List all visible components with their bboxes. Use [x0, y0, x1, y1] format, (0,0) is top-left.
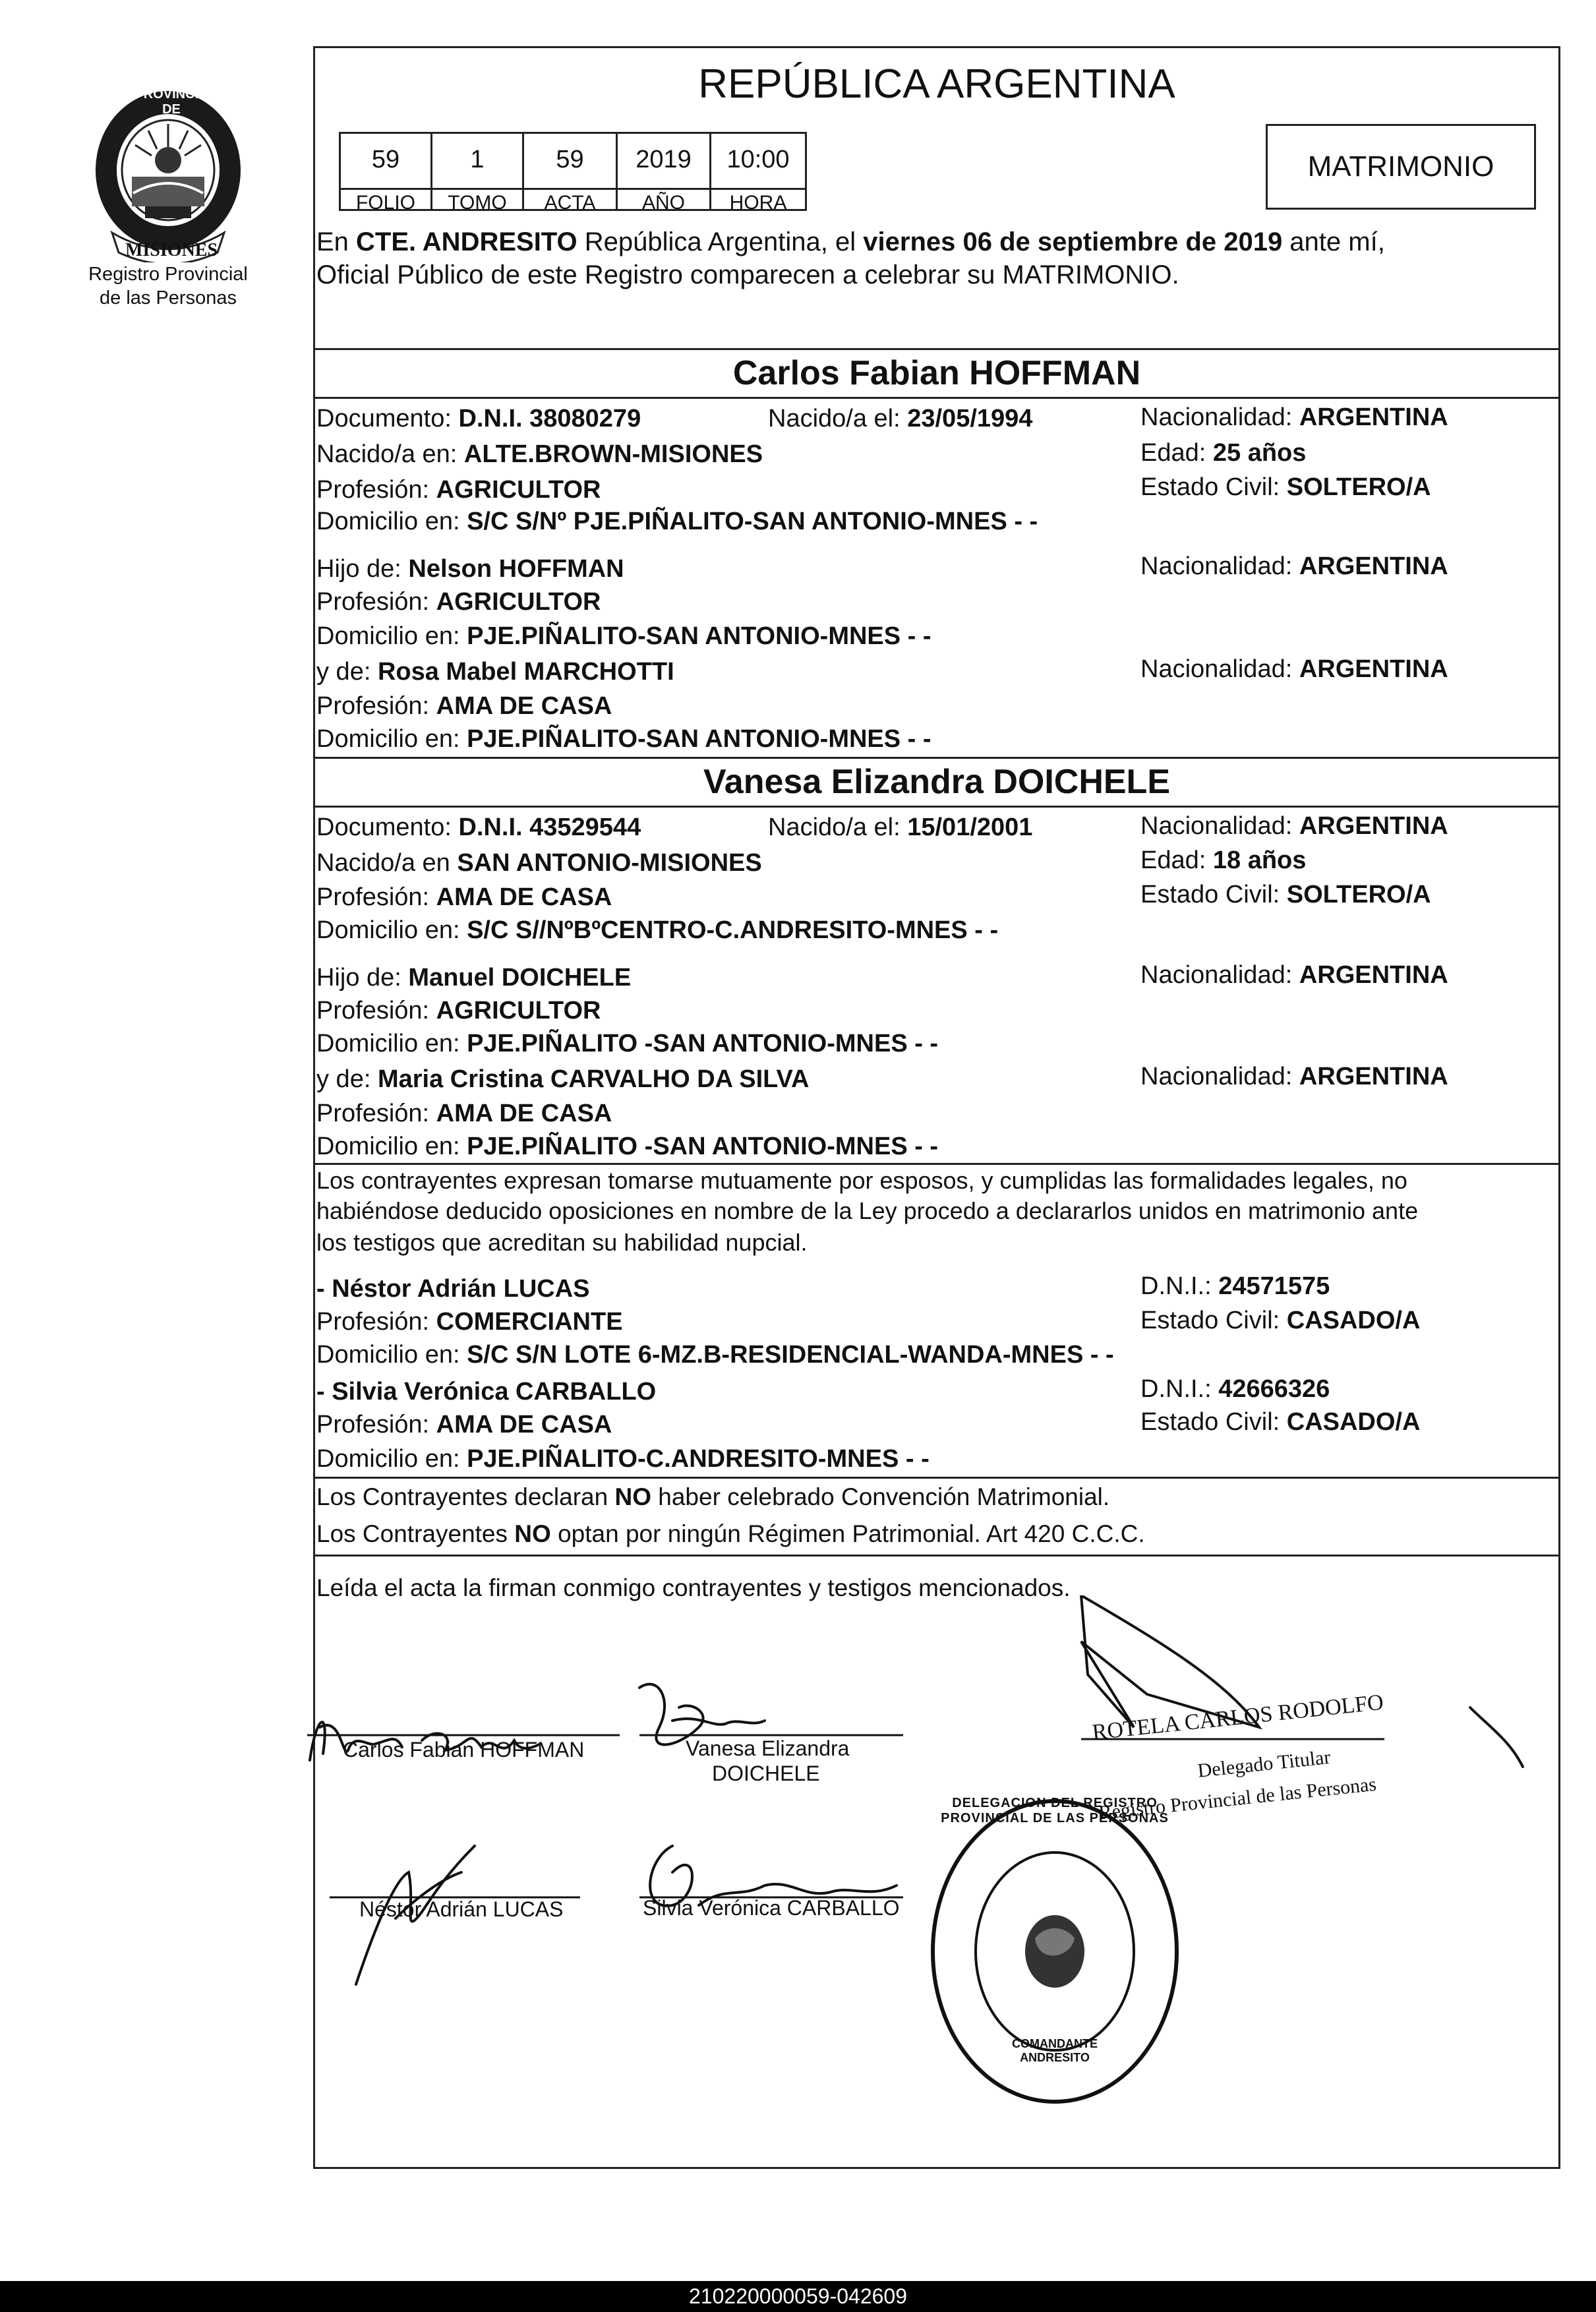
spouse1-birthdate	[768, 402, 1032, 435]
tomo-label: TOMO	[432, 188, 522, 216]
value: 25 años	[1212, 439, 1307, 467]
label: Estado Civil:	[1140, 1408, 1287, 1436]
witness1-profession	[316, 1305, 623, 1338]
spouse1-father-address	[316, 620, 931, 653]
value: PJE.PIÑALITO-SAN ANTONIO-MNES - -	[467, 725, 931, 753]
registry-line-2: de las Personas	[100, 287, 237, 309]
spouse1-civil-status	[1140, 471, 1431, 504]
label: Profesión:	[316, 588, 436, 616]
text: Los Contrayentes declaran	[316, 1483, 615, 1510]
stamp-outer-text: DELEGACION DEL REGISTRO PROVINCIAL DE LAS PERSONAS	[941, 1796, 1169, 1825]
label: Estado Civil:	[1140, 1307, 1287, 1334]
value: PJE.PIÑALITO-C.ANDRESITO-MNES - -	[467, 1445, 930, 1473]
spouse2-father-address	[316, 1027, 938, 1060]
label: Documento:	[316, 814, 459, 841]
witness1-signature-label: Néstor Adrián LUCAS	[359, 1897, 564, 1921]
registry-line-1: Registro Provincial	[88, 264, 248, 285]
label: Nacionalidad:	[1140, 1063, 1299, 1090]
intro-text-b: República Argentina, el	[577, 227, 864, 256]
value: Rosa Mabel MARCHOTTI	[377, 658, 674, 686]
spouse2-document	[316, 811, 641, 844]
value: D.N.I. 38080279	[458, 405, 641, 432]
official-name: ROTELA CARLOS RODOLFO	[1091, 1690, 1385, 1745]
label: Domicilio en:	[316, 1030, 467, 1057]
witness2-profession	[316, 1408, 612, 1441]
intro-place: CTE. ANDRESITO	[356, 227, 577, 256]
text: Los Contrayentes	[316, 1520, 515, 1547]
label: Profesión:	[316, 997, 436, 1024]
tomo-cell	[430, 132, 524, 214]
convention-line-2	[316, 1518, 1145, 1551]
spouse1-age	[1140, 436, 1306, 469]
hora-cell	[709, 132, 807, 214]
closing-text: Leída el acta la firman conmigo contrayentes y testigos mencionados.	[316, 1574, 1071, 1601]
label: Estado Civil:	[1140, 473, 1287, 501]
seal-bottom-text: MISIONES	[125, 240, 218, 260]
value: Maria Cristina CARVALHO DA SILVA	[377, 1065, 810, 1093]
label: Domicilio en:	[316, 1341, 467, 1369]
value: 23/05/1994	[907, 405, 1033, 432]
label: Hijo de:	[316, 964, 409, 992]
label: Nacido/a en:	[316, 440, 464, 468]
value: AGRICULTOR	[436, 476, 601, 504]
spouse2-civil-status	[1140, 878, 1431, 911]
country-title: REPÚBLICA ARGENTINA	[698, 61, 1175, 107]
label: D.N.I.:	[1140, 1375, 1219, 1403]
witness2-name: - Silvia Verónica CARBALLO	[316, 1378, 657, 1406]
divider-3	[313, 757, 1560, 759]
registry-name	[59, 262, 277, 310]
tomo-value: 1	[470, 146, 485, 173]
spouse2-nationality	[1140, 810, 1448, 843]
value: ARGENTINA	[1299, 655, 1448, 683]
value: ARGENTINA	[1299, 403, 1448, 431]
value: 42666326	[1218, 1375, 1330, 1403]
label: Hijo de:	[316, 555, 409, 583]
divider-2	[313, 397, 1560, 399]
witness2-address	[316, 1442, 930, 1475]
value: S/C S/N LOTE 6-MZ.B-RESIDENCIAL-WANDA-MNES - -	[467, 1341, 1114, 1369]
label: Profesión:	[316, 1411, 436, 1438]
spouse2-profession	[316, 881, 612, 914]
spouse1-mother-address	[316, 723, 931, 756]
hora-value: 10:00	[726, 146, 790, 173]
spouse1-mother-profession	[316, 690, 612, 723]
value: 15/01/2001	[907, 814, 1033, 841]
spouse1-profession	[316, 473, 601, 506]
value: CASADO/A	[1286, 1307, 1421, 1334]
spouse2-birthdate	[768, 811, 1032, 844]
value: AMA DE CASA	[436, 883, 612, 911]
spouse2-mother-profession	[316, 1097, 612, 1130]
anio-label: AÑO	[618, 188, 709, 216]
value: CASADO/A	[1286, 1408, 1421, 1436]
spouse2-father-profession	[316, 994, 601, 1027]
declaration-line-3: los testigos que acreditan su habilidad nupcial.	[316, 1229, 808, 1256]
value: S/C S//NºBºCENTRO-C.ANDRESITO-MNES - -	[467, 916, 999, 944]
value: AMA DE CASA	[436, 692, 612, 720]
label: Domicilio en:	[316, 508, 467, 535]
label: Edad:	[1140, 846, 1213, 874]
stamp-inner-text: COMANDANTE ANDRESITO	[1012, 2037, 1098, 2064]
spouse2-age	[1140, 844, 1306, 877]
acta-label: ACTA	[524, 188, 616, 216]
label: Documento:	[316, 405, 459, 432]
official-org: Registro Provincial de las Personas	[1098, 1773, 1378, 1824]
label: Domicilio en:	[316, 916, 467, 944]
label: y de:	[316, 658, 378, 686]
spouse2-mother	[316, 1063, 810, 1096]
witness2-dni	[1140, 1373, 1330, 1406]
folio-value: 59	[371, 146, 400, 173]
value: ARGENTINA	[1299, 961, 1448, 989]
value: AMA DE CASA	[436, 1411, 612, 1438]
register-fields	[339, 132, 807, 214]
folio-cell	[339, 132, 432, 214]
label: Domicilio en:	[316, 622, 467, 650]
spouse2-name: Vanesa Elizandra DOICHELE	[703, 763, 1171, 801]
value: ARGENTINA	[1299, 1063, 1448, 1090]
witness1-address	[316, 1338, 1114, 1371]
declaration-line-2: habiéndose deducido oposiciones en nombre de la Ley procedo a declararlos unidos en matrimonio ante	[316, 1197, 1419, 1224]
value: AGRICULTOR	[436, 588, 601, 616]
label: Profesión:	[316, 1308, 436, 1336]
spouse2-signature-label-2: DOICHELE	[712, 1762, 820, 1785]
intro-text-c: ante mí,	[1282, 227, 1385, 256]
intro-date: viernes 06 de septiembre de 2019	[863, 227, 1283, 256]
value: S/C S/Nº PJE.PIÑALITO-SAN ANTONIO-MNES - -	[467, 508, 1038, 535]
spouse2-address	[316, 914, 998, 947]
hora-label: HORA	[711, 188, 805, 216]
intro-line-1	[316, 225, 1385, 258]
divider-7	[313, 1555, 1560, 1556]
folio-label: FOLIO	[341, 188, 430, 216]
spouse1-signature-label: Carlos Fabian HOFFMAN	[343, 1738, 585, 1762]
label: Nacionalidad:	[1140, 655, 1299, 683]
label: Nacionalidad:	[1140, 812, 1299, 840]
witness1-civil-status	[1140, 1304, 1420, 1337]
registry-round-stamp	[923, 1793, 1187, 2110]
value: ARGENTINA	[1299, 552, 1448, 580]
label: Profesión:	[316, 692, 436, 720]
witness2-signature-label: Silvia Verónica CARBALLO	[643, 1896, 900, 1920]
spouse1-document	[316, 402, 641, 435]
label: D.N.I.:	[1140, 1272, 1219, 1300]
acta-value: 59	[556, 146, 584, 173]
spouse1-father-profession	[316, 585, 601, 618]
value: ARGENTINA	[1299, 812, 1448, 840]
value: PJE.PIÑALITO -SAN ANTONIO-MNES - -	[467, 1133, 939, 1160]
footer-code: 210220000059-042609	[689, 2284, 907, 2308]
acta-cell	[522, 132, 618, 214]
label: Profesión:	[316, 883, 436, 911]
official-title: Delegado Titular	[1197, 1746, 1332, 1782]
value: D.N.I. 43529544	[458, 814, 641, 841]
divider-4	[313, 806, 1560, 808]
act-type-label: MATRIMONIO	[1307, 150, 1494, 183]
divider-6	[313, 1477, 1560, 1479]
spouse2-birthplace	[316, 846, 762, 879]
emphasis: NO	[514, 1520, 551, 1547]
anio-value: 2019	[635, 146, 692, 173]
value: SOLTERO/A	[1286, 473, 1431, 501]
value: PJE.PIÑALITO-SAN ANTONIO-MNES - -	[467, 622, 931, 650]
witness1-dni	[1140, 1270, 1330, 1303]
province-seal	[86, 84, 251, 262]
label: Domicilio en:	[316, 725, 467, 753]
spouse1-name: Carlos Fabian HOFFMAN	[732, 354, 1141, 392]
act-type-box	[1266, 124, 1536, 210]
spouse1-address	[316, 505, 1038, 538]
value: SOLTERO/A	[1286, 881, 1431, 908]
witness1-name: - Néstor Adrián LUCAS	[316, 1275, 590, 1303]
label: Nacionalidad:	[1140, 552, 1299, 580]
spouse1-mother	[316, 655, 674, 688]
spouse1-father-nationality	[1140, 550, 1448, 583]
declaration-line-1: Los contrayentes expresan tomarse mutuamente por esposos, y cumplidas las formalidades legales, no	[316, 1167, 1407, 1194]
spouse2-signature-label-1: Vanesa Elizandra	[686, 1736, 850, 1760]
spouse1-mother-nationality	[1140, 653, 1448, 686]
divider-1	[313, 348, 1560, 350]
witness2-civil-status	[1140, 1406, 1420, 1438]
value: SAN ANTONIO-MISIONES	[457, 849, 762, 877]
label: Nacido/a el:	[768, 405, 908, 432]
value: AGRICULTOR	[436, 997, 601, 1024]
intro-text-a: En	[316, 227, 357, 256]
value: PJE.PIÑALITO -SAN ANTONIO-MNES - -	[467, 1030, 939, 1057]
seal-top-text: PROVINCIA DE	[134, 87, 208, 117]
label: Domicilio en:	[316, 1133, 467, 1160]
spouse2-father-nationality	[1140, 959, 1448, 992]
spouse2-mother-address	[316, 1130, 938, 1163]
label: y de:	[316, 1065, 378, 1093]
spouse1-nationality	[1140, 401, 1448, 434]
label: Nacido/a el:	[768, 814, 908, 841]
value: Nelson HOFFMAN	[408, 555, 624, 583]
value: 18 años	[1212, 846, 1307, 874]
label: Edad:	[1140, 439, 1213, 467]
text: optan por ningún Régimen Patrimonial. Art 420 C.C.C.	[550, 1520, 1145, 1547]
spouse1-father	[316, 552, 624, 585]
convention-line-1	[316, 1481, 1109, 1514]
label: Estado Civil:	[1140, 881, 1287, 908]
footer-bar	[0, 2281, 1596, 2312]
anio-cell	[616, 132, 711, 214]
label: Nacionalidad:	[1140, 403, 1299, 431]
label: Domicilio en:	[316, 1445, 467, 1473]
intro-line-2: Oficial Público de este Registro comparecen a celebrar su MATRIMONIO.	[316, 260, 1179, 289]
spouse1-birthplace	[316, 438, 763, 471]
value: Manuel DOICHELE	[408, 964, 632, 992]
value: AMA DE CASA	[436, 1100, 612, 1127]
label: Profesión:	[316, 476, 436, 504]
value: ALTE.BROWN-MISIONES	[463, 440, 763, 468]
spouse2-father	[316, 961, 631, 994]
value: 24571575	[1218, 1272, 1330, 1300]
label: Profesión:	[316, 1100, 436, 1127]
text: haber celebrado Convención Matrimonial.	[651, 1483, 1110, 1510]
label: Nacionalidad:	[1140, 961, 1299, 989]
value: COMERCIANTE	[436, 1308, 623, 1336]
emphasis: NO	[614, 1483, 651, 1510]
label: Nacido/a en	[316, 849, 458, 877]
spouse2-mother-nationality	[1140, 1060, 1448, 1093]
